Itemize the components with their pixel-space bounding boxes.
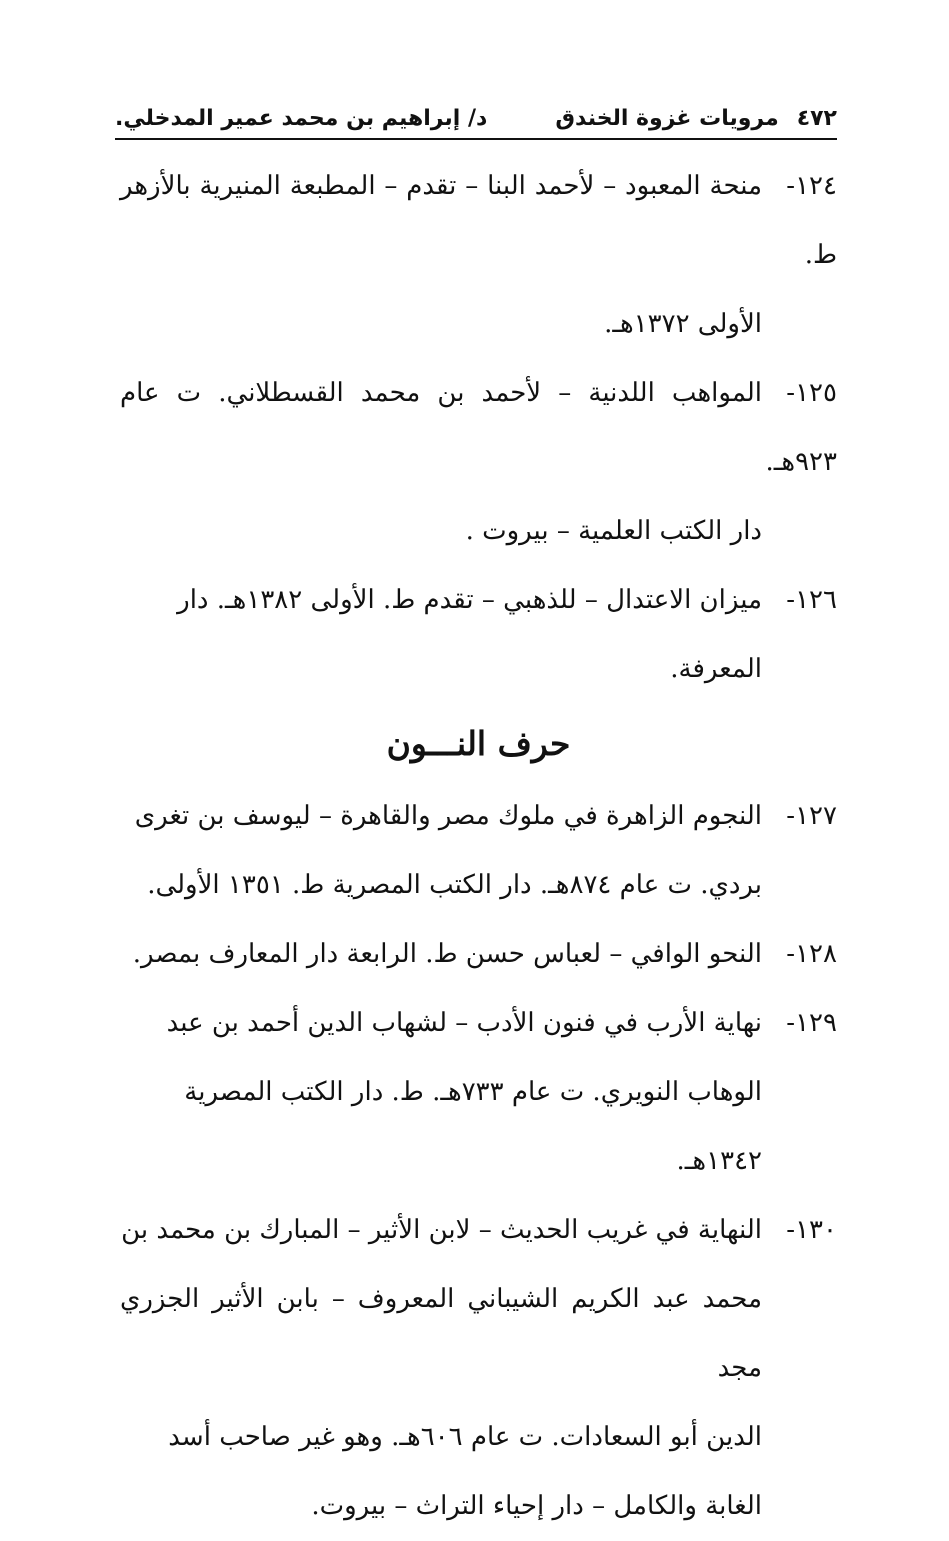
running-header <box>115 98 837 138</box>
entry-continuation: الوهاب النويري. ت عام ٧٣٣هـ. ط. دار الكتب المصرية <box>184 1077 762 1107</box>
entry-number: ١٣٠- <box>786 1215 837 1245</box>
entry-number: ١٢٧- <box>786 801 837 831</box>
book-title: مرويات غزوة الخندق <box>555 105 779 131</box>
bibliography-entry-127 <box>120 782 837 920</box>
entry-text: النهاية في غريب الحديث – لابن الأثير – المبارك بن محمد بن <box>121 1215 762 1245</box>
author-name: د/ إبراهيم بن محمد عمير المدخلي. <box>115 105 488 131</box>
entry-number: ١٢٨- <box>786 939 837 969</box>
bibliography-body <box>120 152 837 1541</box>
entry-text: المواهب اللدنية – لأحمد بن محمد القسطلاني. ت عام ٩٢٣هـ. <box>120 378 837 477</box>
entry-number: ١٢٦- <box>786 585 837 615</box>
bibliography-entry-126 <box>120 566 837 704</box>
entry-continuation: ١٣٤٢هـ. <box>676 1146 762 1176</box>
entry-continuation: المعرفة. <box>670 654 762 684</box>
entry-continuation: الدين أبو السعادات. ت عام ٦٠٦هـ. وهو غير صاحب أسد <box>168 1422 762 1452</box>
entry-number: ١٢٩- <box>786 1008 837 1038</box>
entry-number: ١٢٥- <box>786 378 837 408</box>
entry-continuation: الغابة والكامل – دار إحياء التراث – بيروت. <box>311 1491 762 1521</box>
entry-text: النجوم الزاهرة في ملوك مصر والقاهرة – ليوسف بن تغرى <box>134 801 762 831</box>
entry-number: ١٢٤- <box>786 171 837 201</box>
bibliography-entry-125 <box>120 359 837 566</box>
bibliography-entry-124 <box>120 152 837 359</box>
entry-continuation: محمد عبد الكريم الشيباني المعروف – بابن الأثير الجزري مجد <box>120 1284 762 1383</box>
bibliography-entry-130 <box>120 1196 837 1541</box>
entry-continuation: دار الكتب العلمية – بيروت . <box>465 516 762 546</box>
page-number: ٤٧٢ <box>796 105 837 131</box>
entry-text: النحو الوافي – لعباس حسن ط. الرابعة دار المعارف بمصر. <box>132 939 762 969</box>
section-heading: حرف النـــون <box>386 724 571 763</box>
entry-text: ميزان الاعتدال – للذهبي – تقدم ط. الأولى ١٣٨٢هـ. دار <box>177 585 762 615</box>
entry-text: نهاية الأرب في فنون الأدب – لشهاب الدين أحمد بن عبد <box>166 1008 762 1038</box>
bibliography-entry-129 <box>120 989 837 1196</box>
bibliography-entry-128 <box>120 920 837 989</box>
entry-text: منحة المعبود – لأحمد البنا – تقدم – المطبعة المنيرية بالأزهر ط. <box>120 171 837 270</box>
entry-continuation: الأولى ١٣٧٢هـ. <box>604 309 762 339</box>
entry-continuation: بردي. ت عام ٨٧٤هـ. دار الكتب المصرية ط. ١٣٥١ الأولى. <box>147 870 762 900</box>
header-rule <box>115 138 837 140</box>
